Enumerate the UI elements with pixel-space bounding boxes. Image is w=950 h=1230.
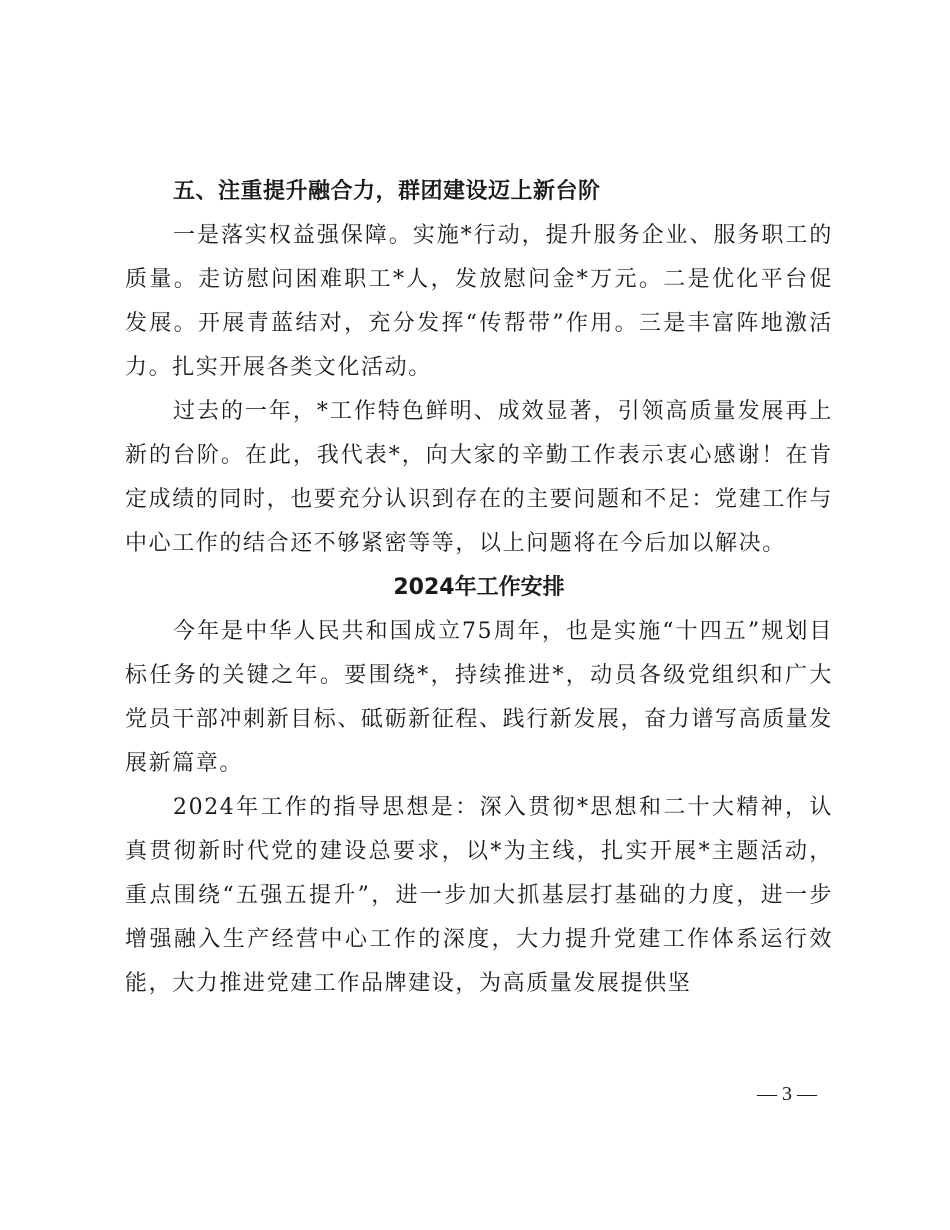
paragraph-anniversary: 今年是中华人民共和国成立75周年，也是实施“十四五”规划目标任务的关键之年。要围绕*，持续推进*，动员各级党组织和广大党员干部冲刺新目标、砥砺新征程、践行新发展，奋力谱写高质量发展新篇章。 <box>125 619 834 776</box>
page-number: — 3 — <box>757 1083 817 1105</box>
paragraph-rights-protection: 一是落实权益强保障。实施*行动，提升服务企业、服务职工的质量。走访慰问困难职工*人，发放慰问金*万元。二是优化平台促发展。开展青蓝结对，充分发挥“传帮带”作用。三是丰富阵地激活力。扎实开展各类文化活动。 <box>125 223 833 380</box>
document-body <box>125 170 833 1006</box>
section-heading: 五、注重提升融合力，群团建设迈上新台阶 <box>173 179 601 204</box>
work-plan-heading: 2024年工作安排 <box>393 575 565 600</box>
paragraph-year-review: 过去的一年，*工作特色鲜明、成效显著，引领高质量发展再上新的台阶。在此，我代表*，向大家的辛勤工作表示衷心感谢！在肯定成绩的同时，也要充分认识到存在的主要问题和不足：党建工作与中心工作的结合还不够紧密等等，以上问题将在今后加以解决。 <box>125 399 834 556</box>
paragraph-guiding-ideology: 2024年工作的指导思想是：深入贯彻*思想和二十大精神，认真贯彻新时代党的建设总要求，以*为主线，扎实开展*主题活动，重点围绕“五强五提升”，进一步加大抓基层打基础的力度，进一步增强融入生产经营中心工作的深度，大力提升党建工作体系运行效能，大力推进党建工作品牌建设，为高质量发展提供坚 <box>125 795 833 996</box>
